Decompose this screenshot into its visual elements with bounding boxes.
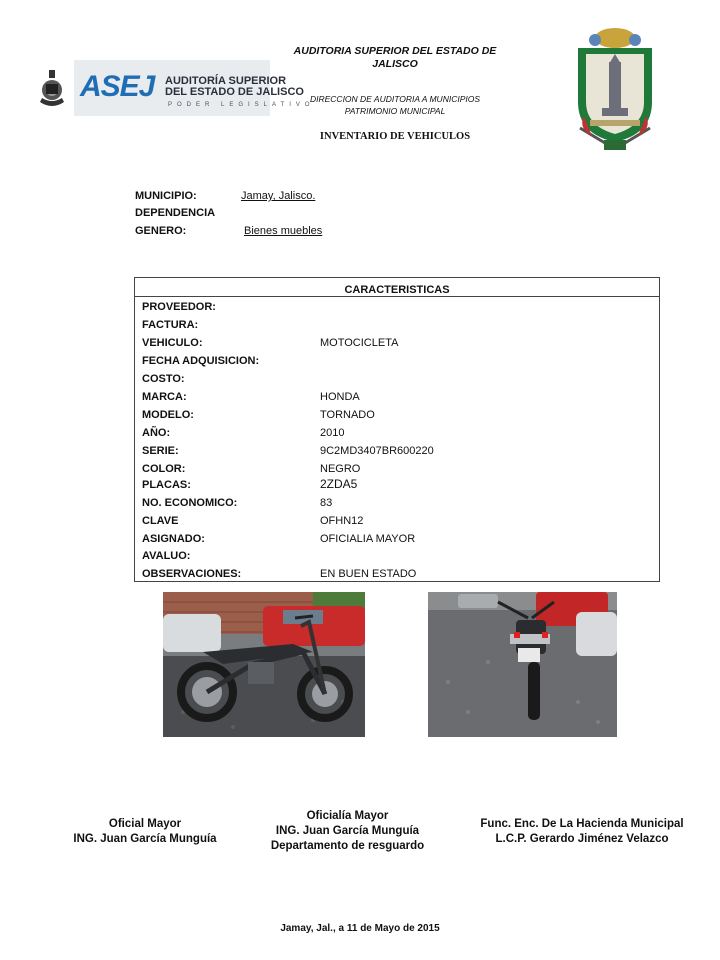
table-row-label: PLACAS: [142,479,191,491]
signature-title: Func. Enc. De La Hacienda Municipal [480,818,684,830]
table-row-value: TORNADO [320,409,375,421]
table-row-label: COSTO: [142,373,185,385]
table-row-label: PROVEEDOR: [142,301,216,313]
asej-logo-text [165,76,304,98]
asej-logo-tagline: PODER LEGISLATIVO [168,102,315,108]
table-row-value: 2ZDA5 [320,477,358,491]
table-row-value: NEGRO [320,463,361,475]
table-row-label: FECHA ADQUISICION: [142,355,260,367]
table-row-value: MOTOCICLETA [320,337,399,349]
dependencia-label: DEPENDENCIA [135,207,216,219]
table-row-label: NO. ECONOMICO: [142,497,238,509]
characteristics-table [134,277,660,582]
motorcycle-side-photo [163,592,365,737]
table-row-label: ASIGNADO: [142,533,205,545]
signature-title: Oficialía Mayor [306,810,389,822]
table-row-value: 2010 [320,427,345,439]
signature-oficialia-mayor [240,809,455,854]
document-title: INVENTARIO DE VEHICULOS [319,131,471,142]
table-row-value: EN BUEN ESTADO [320,568,417,580]
table-row-value: 83 [320,497,333,509]
table-row-label: OBSERVACIONES: [142,568,242,580]
table-row-label: AVALUO: [142,550,191,562]
state-seal-icon [36,70,68,110]
municipal-shield-icon [570,24,660,154]
table-row-label: SERIE: [142,445,179,457]
asej-logo-line2: DEL ESTADO DE JALISCO [165,86,304,98]
place-date: Jamay, Jal., a 11 de Mayo de 2015 [280,923,440,934]
asej-logo-line1: AUDITORÍA SUPERIOR [165,75,287,87]
table-row-value: 9C2MD3407BR600220 [320,445,434,457]
table-row-value: OFHN12 [320,515,364,527]
asej-logo-word: ASEJ [80,70,155,103]
table-row-label: MARCA: [142,391,187,403]
signature-oficial-mayor [40,817,250,847]
signature-name: L.C.P. Gerardo Jiménez Velazco [495,833,669,845]
table-heading: CARACTERISTICAS [135,278,659,297]
genero-label: GENERO: [135,225,187,237]
table-row-label: CLAVE [142,515,179,527]
signature-department: Departamento de resguardo [270,840,425,852]
header-area: PATRIMONIO MUNICIPAL [344,106,446,116]
genero-value: Bienes muebles [244,225,323,237]
motorcycle-rear-photo [428,592,617,737]
table-row-label: VEHICULO: [142,337,203,349]
table-row-label: MODELO: [142,409,194,421]
table-row-label: AÑO: [142,427,171,439]
table-row-label: COLOR: [142,463,186,475]
municipio-value: Jamay, Jalisco. [241,190,316,202]
table-row-value: OFICIALIA MAYOR [320,533,416,545]
table-row-label: FACTURA: [142,319,199,331]
municipio-label: MUNICIPIO: [135,190,197,202]
signature-name: ING. Juan García Munguía [73,833,217,845]
signature-hacienda [462,817,702,847]
signature-name: ING. Juan García Munguía [275,825,420,837]
table-row-value: HONDA [320,391,360,403]
header-dept: DIRECCION DE AUDITORIA A MUNICIPIOS [309,94,481,104]
signature-title: Oficial Mayor [108,818,182,830]
header-title: AUDITORIA SUPERIOR DEL ESTADO DE JALISCO [293,45,497,70]
